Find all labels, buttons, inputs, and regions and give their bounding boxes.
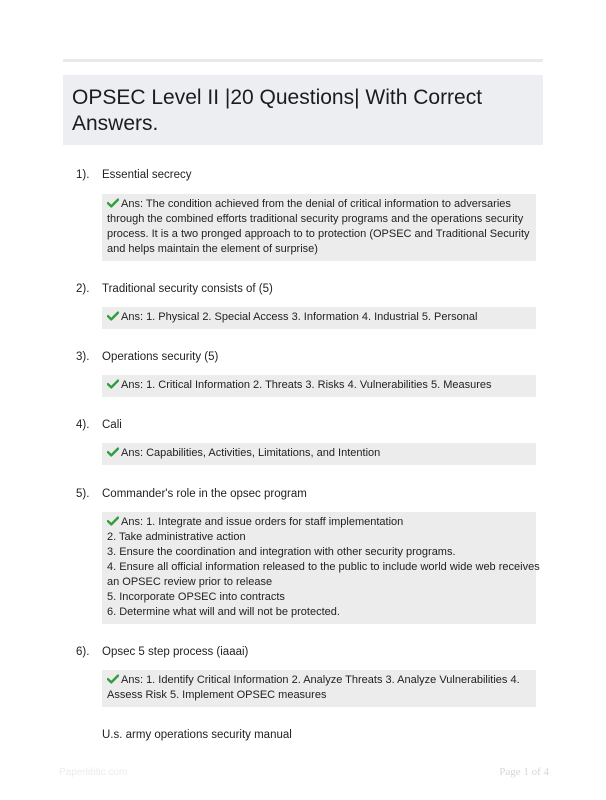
check-icon xyxy=(107,198,119,208)
answer-line: 2. Take administrative action xyxy=(107,531,246,543)
question-number: 2). xyxy=(76,283,90,295)
check-icon xyxy=(107,311,119,321)
answer-line: and helps maintain the element of surprise) xyxy=(107,243,318,255)
answer-box xyxy=(102,307,536,329)
question-number: 4). xyxy=(76,419,90,431)
question-number: 3). xyxy=(76,351,90,363)
answer-box xyxy=(102,670,536,707)
check-icon xyxy=(107,379,119,389)
footer-watermark: Paperlibtic.com xyxy=(59,767,128,778)
question-number: 1). xyxy=(76,169,90,181)
answer-line: Assess Risk 5. Implement OPSEC measures xyxy=(107,689,327,701)
next-question-text: U.s. army operations security manual xyxy=(102,729,292,741)
answer-line: through the combined efforts traditional security programs and the operations security xyxy=(107,213,524,225)
answer-line: Ans: 1. Physical 2. Special Access 3. Information 4. Industrial 5. Personal xyxy=(107,310,531,325)
answer-line: 3. Ensure the coordination and integration with other security programs. xyxy=(107,546,456,558)
answer-line: Ans: Capabilities, Activities, Limitations, and Intention xyxy=(107,446,531,461)
check-icon xyxy=(107,674,119,684)
answer-line: 5. Incorporate OPSEC into contracts xyxy=(107,591,285,603)
page-title: OPSEC Level II |20 Questions| With Correct Answers. xyxy=(72,86,483,135)
question-text: Traditional security consists of (5) xyxy=(102,283,273,295)
answer-line: an OPSEC review prior to release xyxy=(107,576,273,588)
answer-line: Ans: 1. Identify Critical Information 2. Analyze Threats 3. Analyze Vulnerabilities 4. xyxy=(107,673,531,688)
answer-line: process. It is a two pronged approach to to protection (OPSEC and Traditional Security xyxy=(107,228,530,240)
check-icon xyxy=(107,447,119,457)
answer-box xyxy=(102,194,536,261)
question-text: Operations security (5) xyxy=(102,351,219,363)
answer-box xyxy=(102,375,536,397)
answer-line: Ans: 1. Integrate and issue orders for staff implementation xyxy=(107,515,531,530)
question-text: Opsec 5 step process (iaaai) xyxy=(102,646,249,658)
answer-line: Ans: 1. Critical Information 2. Threats 3. Risks 4. Vulnerabilities 5. Measures xyxy=(107,378,531,393)
answer-line: Ans: The condition achieved from the denial of critical information to adversaries xyxy=(107,197,531,212)
answer-line: 6. Determine what will and will not be protected. xyxy=(107,606,340,618)
question-text: Essential secrecy xyxy=(102,169,192,181)
title-banner xyxy=(63,75,543,145)
check-icon xyxy=(107,516,119,526)
answer-box xyxy=(102,443,536,465)
question-number: 6). xyxy=(76,646,90,658)
page-indicator: Page 1 of 4 xyxy=(499,766,549,778)
question-number: 5). xyxy=(76,488,90,500)
answer-line: 4. Ensure all official information released to the public to include world wide web receives xyxy=(107,561,540,573)
answer-box xyxy=(102,512,540,624)
question-text: Cali xyxy=(102,419,122,431)
top-divider xyxy=(63,59,543,62)
question-text: Commander's role in the opsec program xyxy=(102,488,307,500)
